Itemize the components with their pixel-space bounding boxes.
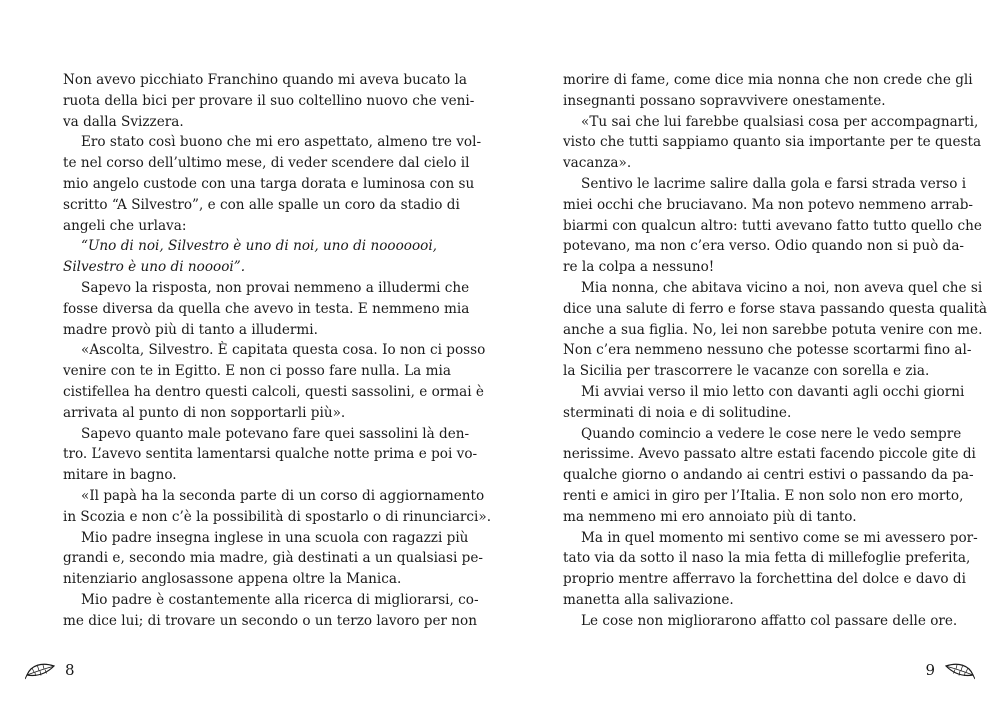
text-line: re la colpa a nessuno! [563,259,715,276]
right-page-text [563,70,988,632]
text-line: tato via da sotto il naso la mia fetta di millefoglie preferita, [563,550,971,567]
right-page-footer [925,660,975,680]
text-line: «Il papà ha la seconda parte di un corso di aggiornamento [81,487,485,504]
text-line: Non avevo picchiato Franchino quando mi aveva bucato la [63,72,467,88]
text-line: proprio mentre afferravo la forchettina del dolce e davo di [563,571,966,588]
text-line: ruota della bici per provare il suo coltellino nuovo che veni- [63,92,475,109]
text-line: anche a sua figlia. No, lei non sarebbe potuta venire con me. [563,321,983,338]
left-page-footer [25,660,75,680]
text-line: manetta alla salivazione. [563,591,734,608]
text-line: morire di fame, come dice mia nonna che non crede che gli [563,72,973,88]
text-line: me dice lui; di trovare un secondo o un terzo lavoro per non [63,612,477,629]
text-line: Ma in quel momento mi sentivo come se mi avessero por- [581,529,978,546]
text-line: Mi avviai verso il mio letto con davanti agli occhi giorni [581,383,965,400]
text-line: la Sicilia per trascorrere le vacanze con sorella e zia. [563,363,930,380]
page-number-left: 8 [65,661,75,679]
text-line: Sentivo le lacrime salire dalla gola e farsi strada verso i [581,175,967,192]
text-line: Mio padre insegna inglese in una scuola con ragazzi più [81,529,469,546]
text-line: biarmi con qualcun altro: tutti avevano fatto tutto quello che [563,217,982,234]
text-line: Quando comincio a vedere le cose nere le vedo sempre [581,425,962,442]
leaf-icon [25,660,57,680]
text-line: “Uno di noi, Silvestro è uno di noi, uno di nooooooi, [81,238,437,255]
text-line: Sapevo quanto male potevano fare quei sassolini là den- [81,425,470,442]
text-line: grandi e, secondo mia madre, già destinati a un qualsiasi pe- [63,550,484,567]
text-line: visto che tutti sappiamo quanto sia importante per te questa [563,134,982,151]
text-line: Non c’era nemmeno nessuno che potesse scortarmi fino al- [563,342,972,359]
text-line: te nel corso dell’ultimo mese, di veder scendere dal cielo il [63,155,470,172]
left-page-text [63,70,492,632]
text-line: Silvestro è uno di nooooi”. [63,259,246,276]
text-line: mio angelo custode con una targa dorata e luminosa con su [63,175,475,192]
text-line: Mio padre è costantemente alla ricerca di migliorarsi, co- [81,591,479,608]
text-line: miei occhi che bruciavano. Ma non potevo nemmeno arrab- [563,196,973,213]
page-number-right: 9 [925,661,935,679]
text-line: ma nemmeno mi ero annoiato più di tanto. [563,508,857,525]
text-line: insegnanti possano sopravvivere onestamente. [563,92,886,109]
text-line: venire con te in Egitto. E non ci posso fare nulla. La mia [63,363,451,380]
text-line: cistifellea ha dentro questi calcoli, questi sassolini, e ormai è [63,383,484,400]
text-line: Mia nonna, che abitava vicino a noi, non aveva quel che si [581,279,983,296]
text-line: vacanza». [563,155,632,172]
text-line: arrivata al punto di non sopportarli più». [63,404,346,421]
text-line: qualche giorno o andando ai centri estivi o passando da pa- [563,467,974,484]
text-line: scritto “A Silvestro”, e con alle spalle un coro da stadio di [63,196,460,213]
text-line: Ero stato così buono che mi ero aspettato, almeno tre vol- [81,134,482,151]
text-line: Sapevo la risposta, non provai nemmeno a illudermi che [81,279,470,296]
text-line: potevano, ma non c’era verso. Odio quando non si può da- [563,238,965,255]
text-line: «Ascolta, Silvestro. È capitata questa cosa. Io non ci posso [81,342,486,359]
text-line: tro. L’avevo sentita lamentarsi qualche notte prima e poi vo- [63,446,478,463]
leaf-icon [943,660,975,680]
text-line: in Scozia e non c’è la possibilità di spostarlo o di rinunciarci». [63,508,492,525]
text-line: madre provò più di tanto a illudermi. [63,321,318,338]
text-line: dice una salute di ferro e forse stava passando questa qualità [563,300,988,317]
text-line: renti e amici in giro per l’Italia. E non solo non ero morto, [563,487,964,504]
text-line: nerissime. Avevo passato altre estati facendo piccole gite di [563,446,976,463]
text-line: fosse diversa da quella che avevo in testa. E nemmeno mia [63,300,470,317]
text-line: va dalla Svizzera. [63,113,184,130]
text-line: mitare in bagno. [63,467,177,484]
text-line: sterminati di noia e di solitudine. [563,404,792,421]
text-line: nitenziario anglosassone appena oltre la Manica. [63,571,402,588]
text-line: angeli che urlava: [63,217,187,234]
text-line: Le cose non migliorarono affatto col passare delle ore. [581,612,958,629]
text-line: «Tu sai che lui farebbe qualsiasi cosa per accompagnarti, [581,113,979,130]
